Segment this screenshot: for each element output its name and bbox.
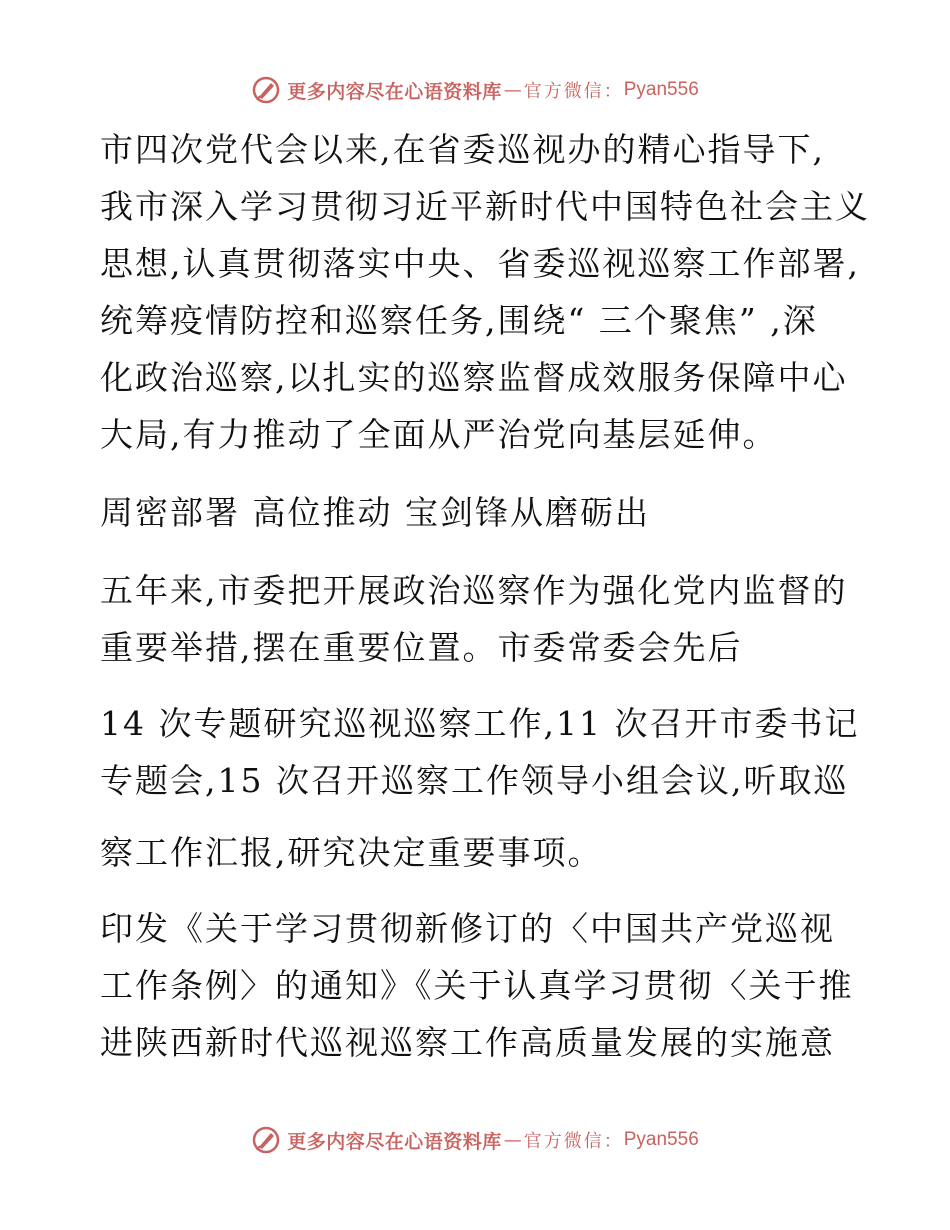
paragraph-line: 重要举措,摆在重要位置。市委常委会先后 — [100, 628, 743, 667]
header-official-label: 官方微信： — [523, 81, 624, 102]
paragraph-line: 市四次党代会以来,在省委巡视办的精心指导下, — [100, 130, 825, 169]
footer-official-label: 官方微信： — [523, 1131, 624, 1152]
paragraph-line: 工作条例〉的通知》《关于认真学习贯彻〈关于推 — [100, 966, 854, 1005]
footer-banner — [0, 1120, 950, 1160]
footer-wechat-id: Pyan556 — [623, 1129, 699, 1150]
quill-logo-icon — [251, 1125, 281, 1155]
section-heading: 周密部署 高位推动 宝剑锋从磨砺出 — [100, 493, 650, 532]
paragraph-line: 察工作汇报,研究决定重要事项。 — [100, 833, 603, 872]
footer-brand-text: 更多内容尽在心语资料库 — [287, 1130, 502, 1153]
paragraph-line: 专题会,15 次召开巡察工作领导小组会议,听取巡 — [100, 761, 849, 800]
footer-dash: — — [503, 1129, 522, 1151]
paragraph-line: 五年来,市委把开展政治巡察作为强化党内监督的 — [100, 571, 848, 610]
paragraph-line: 化政治巡察,以扎实的巡察监督成效服务保障中心 — [100, 358, 848, 397]
paragraph-line: 思想,认真贯彻落实中央、省委巡视巡察工作部署, — [100, 244, 860, 283]
paragraph-line: 14 次专题研究巡视巡察工作,11 次召开市委书记 — [100, 704, 860, 743]
quill-logo-icon — [251, 75, 281, 105]
paragraph-line: 我市深入学习贯彻习近平新时代中国特色社会主义 — [100, 187, 870, 226]
paragraph-line: 印发《关于学习贯彻新修订的〈中国共产党巡视 — [100, 909, 835, 948]
header-brand-text: 更多内容尽在心语资料库 — [287, 80, 502, 103]
paragraph-line: 大局,有力推动了全面从严治党向基层延伸。 — [100, 415, 778, 454]
header-dash: — — [503, 79, 522, 101]
header-banner — [0, 70, 950, 110]
paragraph-line: 统筹疫情防控和巡察任务,围绕“ 三个聚焦” ,深 — [100, 301, 818, 340]
paragraph-line: 进陕西新时代巡视巡察工作高质量发展的实施意 — [100, 1023, 835, 1062]
header-wechat-id: Pyan556 — [623, 79, 699, 100]
